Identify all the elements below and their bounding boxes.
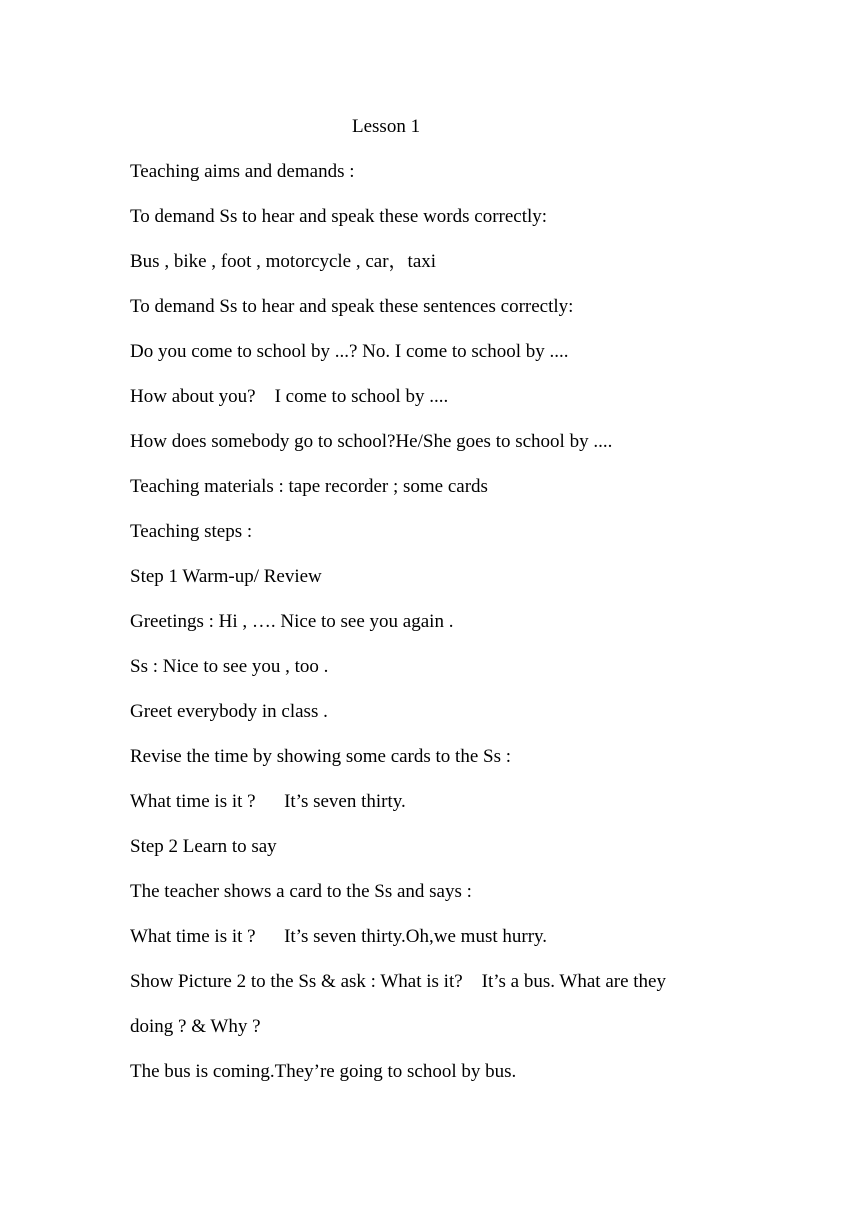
text-line: The bus is coming.They’re going to school by bus. bbox=[130, 1061, 517, 1082]
text-line: Teaching aims and demands : bbox=[130, 161, 355, 182]
text-line: To demand Ss to hear and speak these words correctly: bbox=[130, 206, 548, 227]
text-line: Ss : Nice to see you , too . bbox=[130, 656, 329, 677]
text-line: Greet everybody in class . bbox=[130, 701, 328, 722]
text-line: doing ? & Why ? bbox=[130, 1016, 261, 1037]
text-line: How about you? I come to school by .... bbox=[130, 386, 449, 407]
text-line: To demand Ss to hear and speak these sentences correctly: bbox=[130, 296, 574, 317]
text-line: Step 2 Learn to say bbox=[130, 836, 277, 857]
text-line: What time is it ? It’s seven thirty. bbox=[130, 791, 406, 812]
text-line: Teaching steps : bbox=[130, 521, 253, 542]
text-line: How does somebody go to school?He/She goes to school by .... bbox=[130, 431, 613, 452]
lesson-title: Lesson 1 bbox=[352, 116, 421, 137]
text-line: What time is it ? It’s seven thirty.Oh,we must hurry. bbox=[130, 926, 548, 947]
text-line: Greetings : Hi , …. Nice to see you again . bbox=[130, 611, 454, 632]
text-line: Revise the time by showing some cards to the Ss : bbox=[130, 746, 512, 767]
text-line: Teaching materials : tape recorder ; some cards bbox=[130, 476, 488, 497]
text-line: Bus , bike , foot , motorcycle , car，taxi bbox=[130, 251, 437, 272]
lesson-body bbox=[130, 160, 730, 1105]
text-line: The teacher shows a card to the Ss and says : bbox=[130, 881, 472, 902]
text-line: Show Picture 2 to the Ss & ask : What is it? It’s a bus. What are they bbox=[130, 971, 666, 992]
text-line: Do you come to school by ...? No. I come to school by .... bbox=[130, 341, 569, 362]
text-line: Step 1 Warm-up/ Review bbox=[130, 566, 322, 587]
